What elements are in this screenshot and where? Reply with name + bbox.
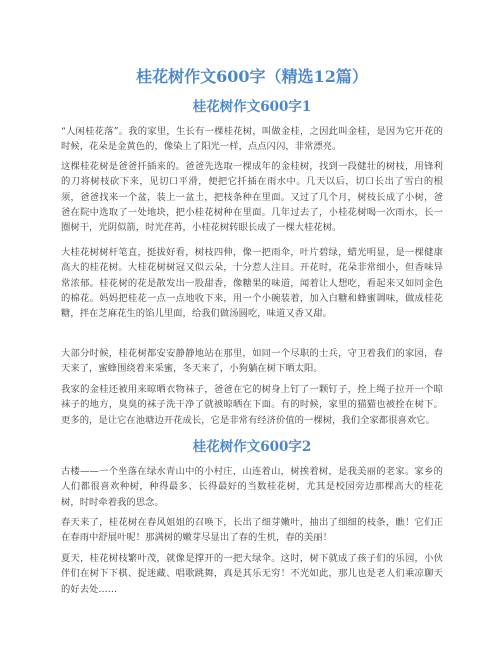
document-title: 桂花树作文600字（精选12篇） [136,67,368,86]
paragraph-1-2: 这棵桂花树是爸爸扦插来的。爸爸先选取一棵成年的金桂树，找到一段健壮的树枝，用锋利的刀将树枝砍下来，见切口平滑，便把它扦插在雨水中。几天以后，切口长出了雪白的根须，爸爸找来一个盆，装上一盆土，把枝条种在里面。又过了几个月，树枝长成了小树，爸爸在院中选取了一处地块，把小桂花树种在里面。几年过去了，小桂花树喝一次雨水，长一圈树干，光阴似箭，时光荏苒，小桂花树转眼长成了一棵大桂花树。 [61,161,443,234]
paragraph-1-3: 大桂花树树杆笔直，挺拔好看，树枝四伸，像一把雨伞，叶片碧绿，蜡光明显，是一棵健康高大的桂花树。大桂花树树冠又似云朵，十分惹人注目。开花时，花朵非常细小，但香味异常浓郁。桂花树的花是散发出一股甜香，像糖果的味道，闻着让人想吃，看起来又如同金色的棉花。妈妈把桂花一点一点地收下来，用一个小碗装着，加入白糖和蜂蜜调味，做成桂花糖，拌在芝麻花生的馅儿里面，给我们做汤圆吃，味道又香又甜。 [61,247,443,320]
paragraph-1-1: “人闲桂花落”。我的家里，生长有一棵桂花树，叫做金桂，之因此叫金桂，是因为它开花的时候，花朵是金黄色的，像染上了阳光一样，点点闪闪，非常漂亮。 [61,126,443,153]
paragraph-1-4: 大部分时候，桂花树都安安静静地站在那里，如同一个尽职的士兵，守卫着我们的家园，春天来了，蜜蜂围绕着来采蜜，冬天来了，小狗躺在树下晒太阳。 [61,348,443,375]
paragraph-2-3: 夏天，桂花树枝繁叶茂，就像是撑开的一把大绿伞。这时，树下就成了孩子们的乐园，小伙伴们在树下下棋、捉迷藏、唱歌跳舞，真是其乐无穷！不光如此，那儿也是老人们乘凉聊天的好去处…… [61,553,443,595]
paragraph-2-2: 春天来了，桂花树在春风姐姐的召唤下，长出了细芽嫩叶，抽出了细细的枝条，瞧！它们正在春雨中舒展叶呢！那满树的嫩芽尽显出了春的生机，春的美丽！ [61,517,443,544]
paragraph-2-1: 古楼——一个坐落在绿水青山中的小村庄，山连着山，树挨着树，是我美丽的老家。家乡的人们都很喜欢种树，种得最多、长得最好的当数桂花树，尤其是校园旁边那棵高大的桂花树，时时牵着我的思念。 [61,466,443,508]
paragraph-1-5: 我家的金桂还被用来晾晒衣物袜子，爸爸在它的树身上钉了一颗钉子，拴上绳子拉开一个晾袜子的地方，臭臭的袜子洗干净了就被晾晒在下面。有的时候，家里的猫猫也被拴在树下。更多的，是让它在池塘边开花成长，它是非常有经济价值的一棵树，我们全家都很喜欢它。 [61,384,443,426]
section-heading-1: 桂花树作文600字1 [192,99,312,115]
section-heading-2: 桂花树作文600字2 [192,439,312,455]
